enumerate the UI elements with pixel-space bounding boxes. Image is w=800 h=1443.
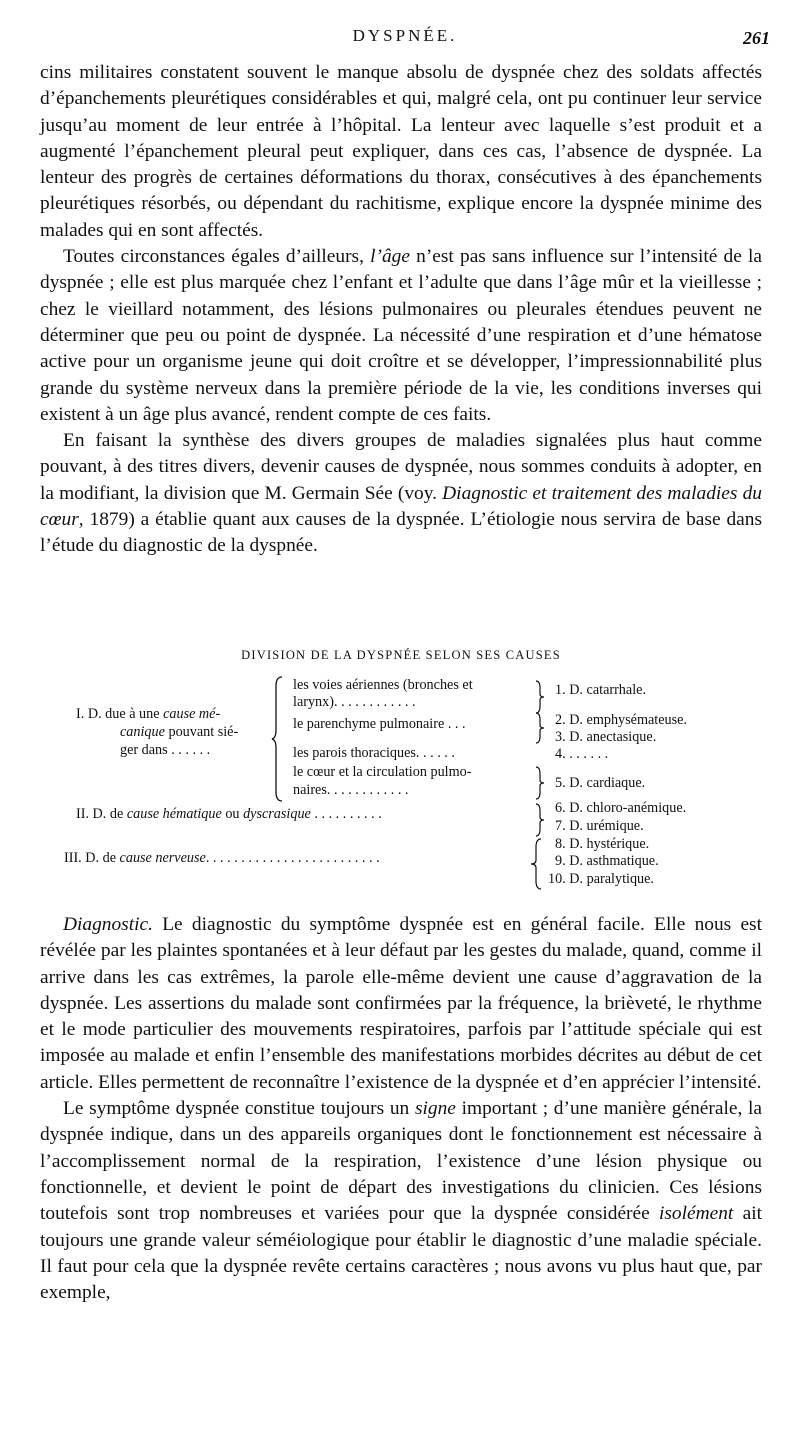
paragraph-age: Toutes circonstances égales d’ailleurs, l’âge n’est pas sans influence sur l’intensité de la dyspnée ; elle est plus marquée chez l’enfant et l’adulte que dans l’âge mûr et la vieillesse ; chez le vieillard notamment, des lésions pulmonaires ou pleurales étendues peuvent ne déterminer que peu ou point de dyspnée. La nécessité d’une respiration et d’une hématose active pour un organisme jeune qui doit croître et se développer, l’impressionnabilité plus grande du système nerveux dans la première période de la vie, les conditions inverses qui existent à un âge plus avancé, rendent compte de ces faits. xyxy=(40,246,762,425)
sub-coeur-line2: naires. . . . . . . . . . . . xyxy=(293,782,409,798)
type-5: 5. D. cardiaque. xyxy=(555,775,646,791)
group3-label: III. D. de cause nerveuse. . . . . . . . . . . . . . . . . . . . . . . . . xyxy=(64,850,380,866)
paragraph-signe: Le symptôme dyspnée constitue toujours un signe important ; d’une manière générale, la dyspnée indique, dans un des appareils organiques dont le fonctionnement est nécessaire à l’accomplissement normal de la respiration, l’existence d’une lésion physique ou fonctionnelle, et devient le point de départ des investigations du clinicien. Ces lésions toutefois sont trop nombreuses et variées pour que la dyspnée considérée isolément ait toujours une grande valeur séméiologique pour établir le diagnostic d’une maladie spéciale. Il faut pour cela que la dyspnée revête certains caractères ; nous avons vu plus haut que, par exemple, xyxy=(40,1098,763,1304)
diagnostic-heading: Diagnostic. xyxy=(63,914,153,935)
running-title: DYSPNÉE. xyxy=(352,26,458,45)
body-text-bottom xyxy=(40,912,762,1306)
emphasis: Diagnostic et traitement des maladies du cœur xyxy=(40,482,762,531)
type-6: 6. D. chloro-anémique. xyxy=(555,800,687,816)
paragraph-synthesis: En faisant la synthèse des divers groupes de maladies signalées plus haut comme pouvant, à des titres divers, devenir causes de dyspnée, nous sommes conduits à adopter, en la modifiant, la division que M. Germain Sée (voy. Diagnostic et traitement des maladies du cœur, 1879) a établie quant aux causes de la dyspnée. L’étiologie nous servira de base dans l’étude du diagnostic de la dyspnée. xyxy=(40,430,762,557)
type-7: 7. D. urémique. xyxy=(555,818,644,834)
page-number: 261 xyxy=(743,28,770,48)
sub-voies-line2: larynx). . . . . . . . . . . . xyxy=(293,694,416,710)
type-1: 1. D. catarrhale. xyxy=(555,682,646,698)
brace-group2 xyxy=(535,803,545,837)
emphasis: l’âge xyxy=(370,246,410,268)
table-title: DIVISION DE LA DYSPNÉE SELON SES CAUSES xyxy=(241,648,561,662)
sub-voies-line1: les voies aériennes (bronches et xyxy=(293,677,473,693)
brace-parenchyme xyxy=(535,712,545,744)
type-2: 2. D. emphysémateuse. xyxy=(555,712,687,728)
body-text-top xyxy=(40,60,762,560)
group1-line2: canique pouvant sié- xyxy=(120,724,239,740)
group1-brace xyxy=(271,676,285,802)
sub-coeur-line1: le cœur et la circulation pulmo- xyxy=(293,764,472,780)
page-header xyxy=(40,26,770,52)
group1-line3: ger dans . . . . . . xyxy=(120,742,211,758)
type-4: 4. . . . . . . xyxy=(555,746,609,762)
type-9: 9. D. asthmatique. xyxy=(555,853,659,869)
brace-voies xyxy=(535,680,545,714)
paragraph-diagnostic: Diagnostic. Le diagnostic du symptôme dyspnée est en général facile. Elle nous est révélée par les plaintes spontanées et à leur défaut par les gestes du malade, quand, comme il arrive dans les cas extrêmes, la parole elle-même devient une cause d’aggravation de la dyspnée. Les assertions du malade sont confirmées par la fréquence, la brièveté, le rhythme et le mode particulier des mouvements respiratoires, parfois par l’attitude spéciale qui est imposée au malade et enfin l’ensemble des manifestations morbides décrites au début de cet article. Elles permettent de reconnaître l’existence de la dyspnée et d’en apprécier l’intensité. xyxy=(40,914,762,1093)
group2-label: II. D. de cause hématique ou dyscrasique . . . . . . . . . . xyxy=(76,806,382,822)
group1-line1: I. D. due à une cause mé- xyxy=(76,706,221,722)
sub-parois: les parois thoraciques. . . . . . xyxy=(293,745,455,761)
brace-coeur xyxy=(535,766,545,800)
type-8: 8. D. hystérique. xyxy=(555,836,650,852)
type-10: 10. D. paralytique. xyxy=(548,871,654,887)
type-3: 3. D. anectasique. xyxy=(555,729,657,745)
sub-parenchyme: le parenchyme pulmonaire . . . xyxy=(293,716,466,732)
paragraph-continuation: cins militaires constatent souvent le manque absolu de dyspnée chez des soldats affectés d’épanchements pleurétiques considérables et qui, malgré cela, ont pu continuer leur service jusqu’au moment de leur entrée à l’hôpital. La lenteur avec laquelle s’est produit et a augmenté l’épanchement pleural peut expliquer, dans ces cas, l’absence de dyspnée. La lenteur des progrès de certaines déformations du thorax, consécutives à des épanchements pleurétiques résorbés, ou dépendant du rachitisme, explique encore la dyspnée minime des malades qui en sont affectés. xyxy=(40,62,762,241)
brace-group3 xyxy=(530,838,542,890)
